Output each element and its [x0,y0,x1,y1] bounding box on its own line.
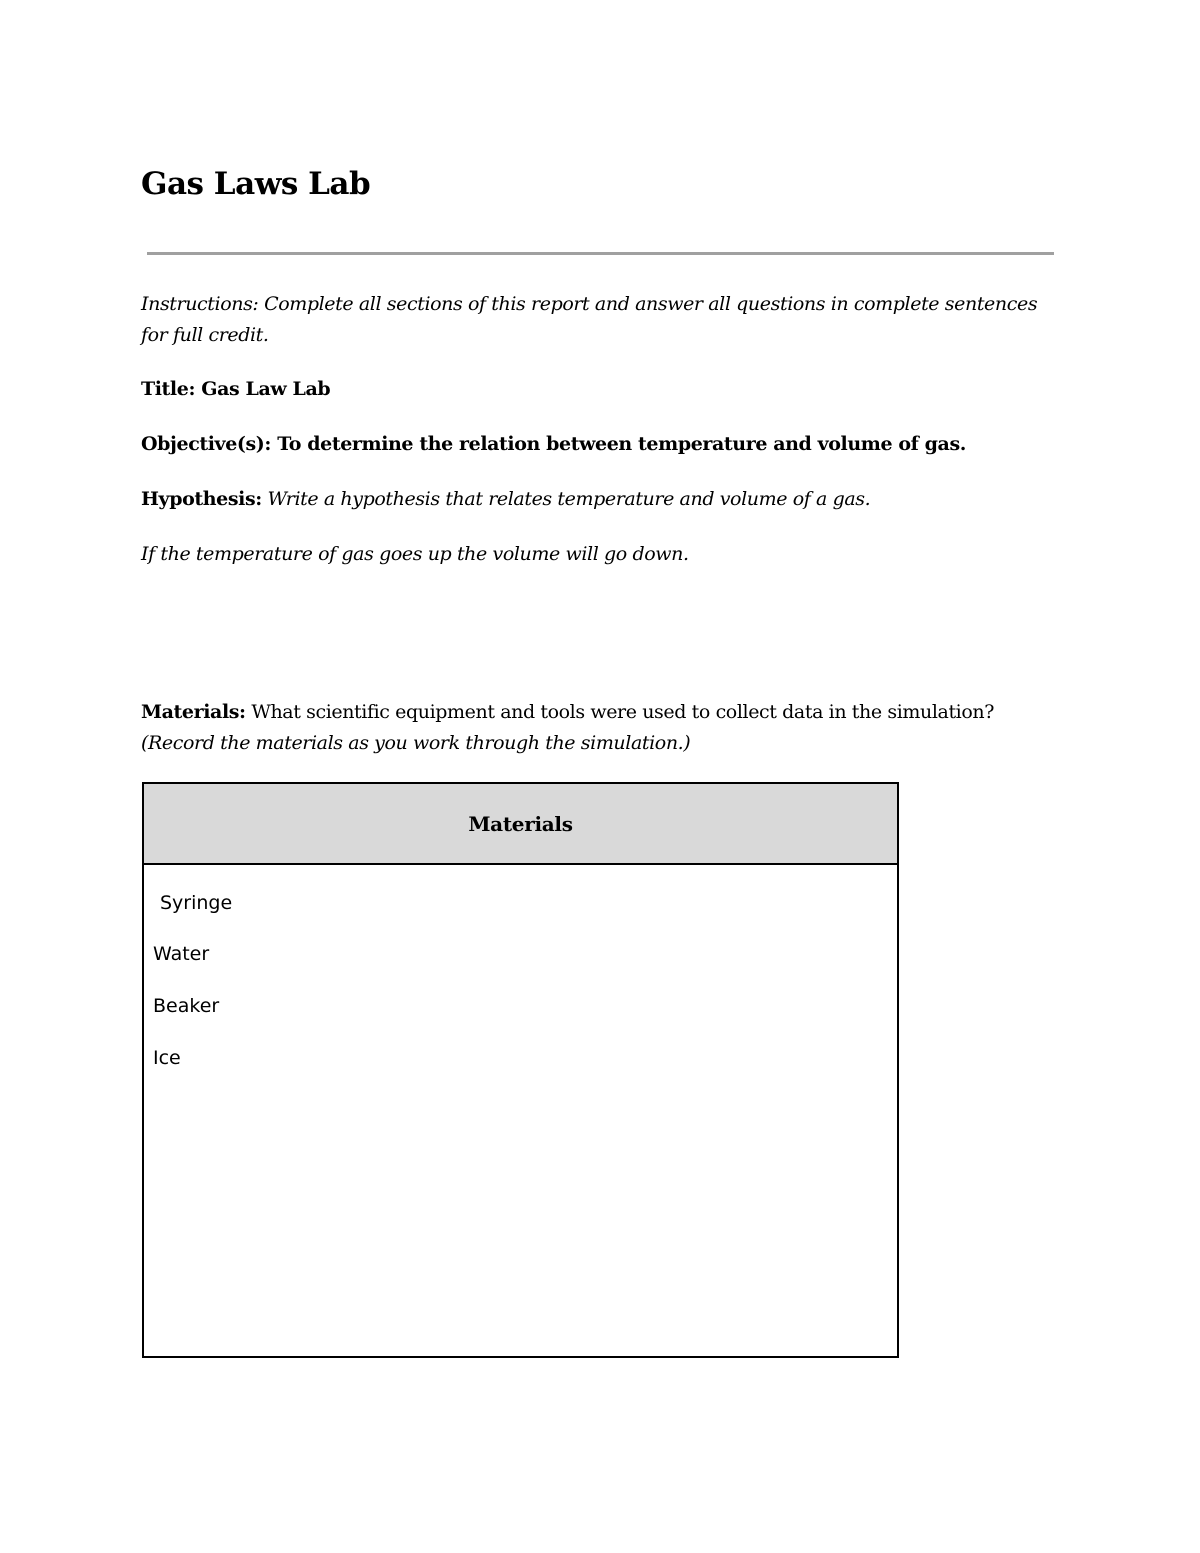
objective-line: Objective(s): To determine the relation between temperature and volume of gas. [141,433,966,455]
materials-prompt [141,697,1061,759]
hypothesis-label: Hypothesis: [141,488,262,510]
hypothesis-answer: If the temperature of gas goes up the volume will go down. [141,543,689,565]
materials-list-item: Beaker [153,995,220,1017]
instructions-text: Instructions: Complete all sections of this report and answer all questions in complete sentences for full credit. [141,293,1038,346]
materials-list-item: Syringe [160,892,233,914]
materials-label: Materials: [141,701,246,723]
hypothesis-prompt: Write a hypothesis that relates temperature and volume of a gas. [267,488,871,510]
materials-note: (Record the materials as you work through the simulation.) [141,732,691,754]
materials-question: What scientific equipment and tools were used to collect data in the simulation? [251,701,995,723]
materials-table [142,782,899,1358]
materials-table-header: Materials [144,784,897,865]
title-line: Title: Gas Law Lab [141,378,331,400]
hypothesis-line [141,484,1061,515]
horizontal-divider [147,252,1054,255]
materials-list-item: Ice [153,1047,181,1069]
document-heading: Gas Laws Lab [141,166,371,202]
materials-list-item: Water [153,943,210,965]
